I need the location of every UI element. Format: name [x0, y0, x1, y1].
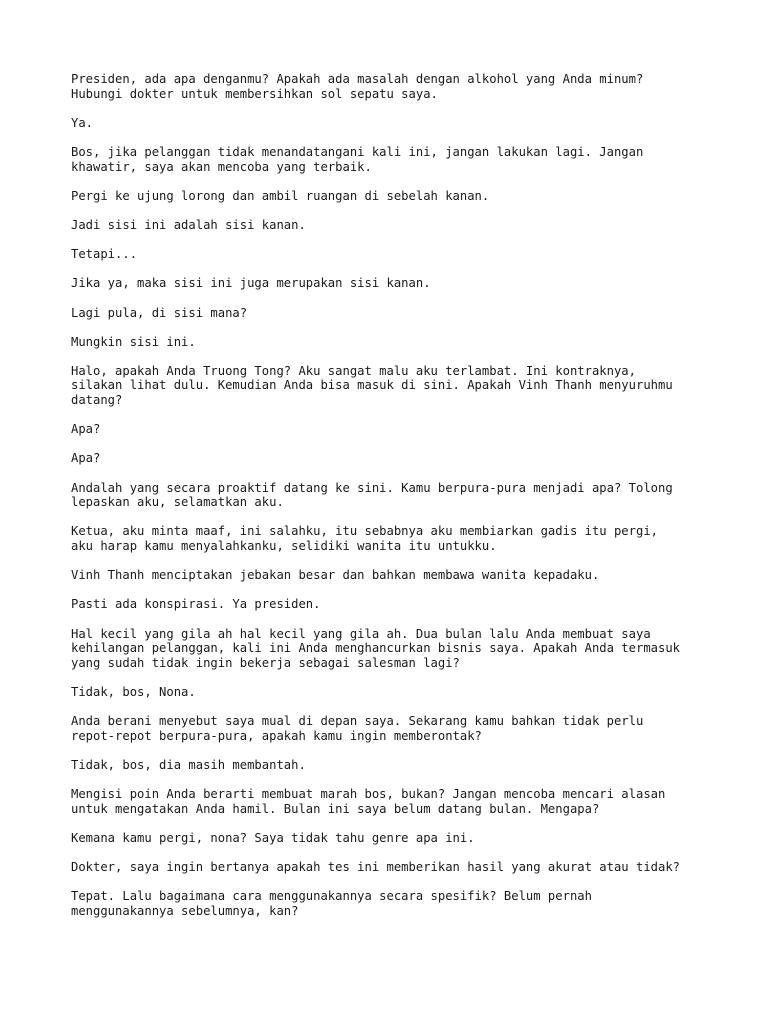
paragraph-15: Vinh Thanh menciptakan jebakan besar dan bahkan membawa wanita kepadaku. — [71, 568, 600, 583]
paragraph-12: Apa? — [71, 451, 101, 466]
paragraph-2: Ya. — [71, 115, 94, 130]
paragraph-7: Jika ya, maka sisi ini juga merupakan sisi kanan. — [71, 276, 431, 291]
paragraph-4: Pergi ke ujung lorong dan ambil ruangan di sebelah kanan. — [71, 188, 490, 203]
paragraph-21: Mengisi poin Anda berarti membuat marah bos, bukan? Jangan mencoba mencari alasan untuk mengatakan Anda hamil. Bulan ini saya belum datang bulan. Mengapa? — [71, 787, 666, 816]
document-page — [71, 72, 731, 933]
paragraph-19: Anda berani menyebut saya mual di depan saya. Sekarang kamu bahkan tidak perlu repot-repot berpura-pura, apakah kamu ingin memberontak? — [71, 714, 644, 743]
paragraph-9: Mungkin sisi ini. — [71, 334, 196, 349]
paragraph-6: Tetapi... — [71, 247, 138, 262]
paragraph-14: Ketua, aku minta maaf, ini salahku, itu sebabnya aku membiarkan gadis itu pergi, aku harap kamu menyalahkanku, selidiki wanita itu untukku. — [71, 524, 658, 553]
paragraph-17: Hal kecil yang gila ah hal kecil yang gila ah. Dua bulan lalu Anda membuat saya kehilangan pelanggan, kali ini Anda menghancurkan bisnis saya. Apakah Anda termasuk yang sudah tidak ingin bekerja sebagai salesman lagi? — [71, 626, 681, 670]
paragraph-18: Tidak, bos, Nona. — [71, 684, 196, 699]
paragraph-3: Bos, jika pelanggan tidak menandatangani kali ini, jangan lakukan lagi. Jangan khawatir, saya akan mencoba yang terbaik. — [71, 144, 644, 174]
paragraph-11: Apa? — [71, 422, 101, 437]
paragraph-20: Tidak, bos, dia masih membantah. — [71, 757, 306, 772]
paragraph-8: Lagi pula, di sisi mana? — [71, 305, 248, 320]
paragraph-1: Presiden, ada apa denganmu? Apakah ada masalah dengan alkohol yang Anda minum? Hubungi dokter untuk membersihkan sol sepatu saya. — [71, 72, 644, 101]
paragraph-22: Kemana kamu pergi, nona? Saya tidak tahu genre apa ini. — [71, 830, 475, 845]
paragraph-13: Andalah yang secara proaktif datang ke sini. Kamu berpura-pura menjadi apa? Tolong lepaskan aku, selamatkan aku. — [71, 480, 673, 510]
paragraph-24: Tepat. Lalu bagaimana cara menggunakannya secara spesifik? Belum pernah menggunakannya sebelumnya, kan? — [71, 889, 592, 918]
paragraph-5: Jadi sisi ini adalah sisi kanan. — [71, 217, 306, 232]
paragraph-10: Halo, apakah Anda Truong Tong? Aku sangat malu aku terlambat. Ini kontraknya, silakan lihat dulu. Kemudian Anda bisa masuk di sini. Apakah Vinh Thanh menyuruhmu datang? — [71, 363, 673, 408]
paragraph-16: Pasti ada konspirasi. Ya presiden. — [71, 597, 321, 612]
paragraph-23: Dokter, saya ingin bertanya apakah tes ini memberikan hasil yang akurat atau tidak? — [71, 860, 681, 875]
